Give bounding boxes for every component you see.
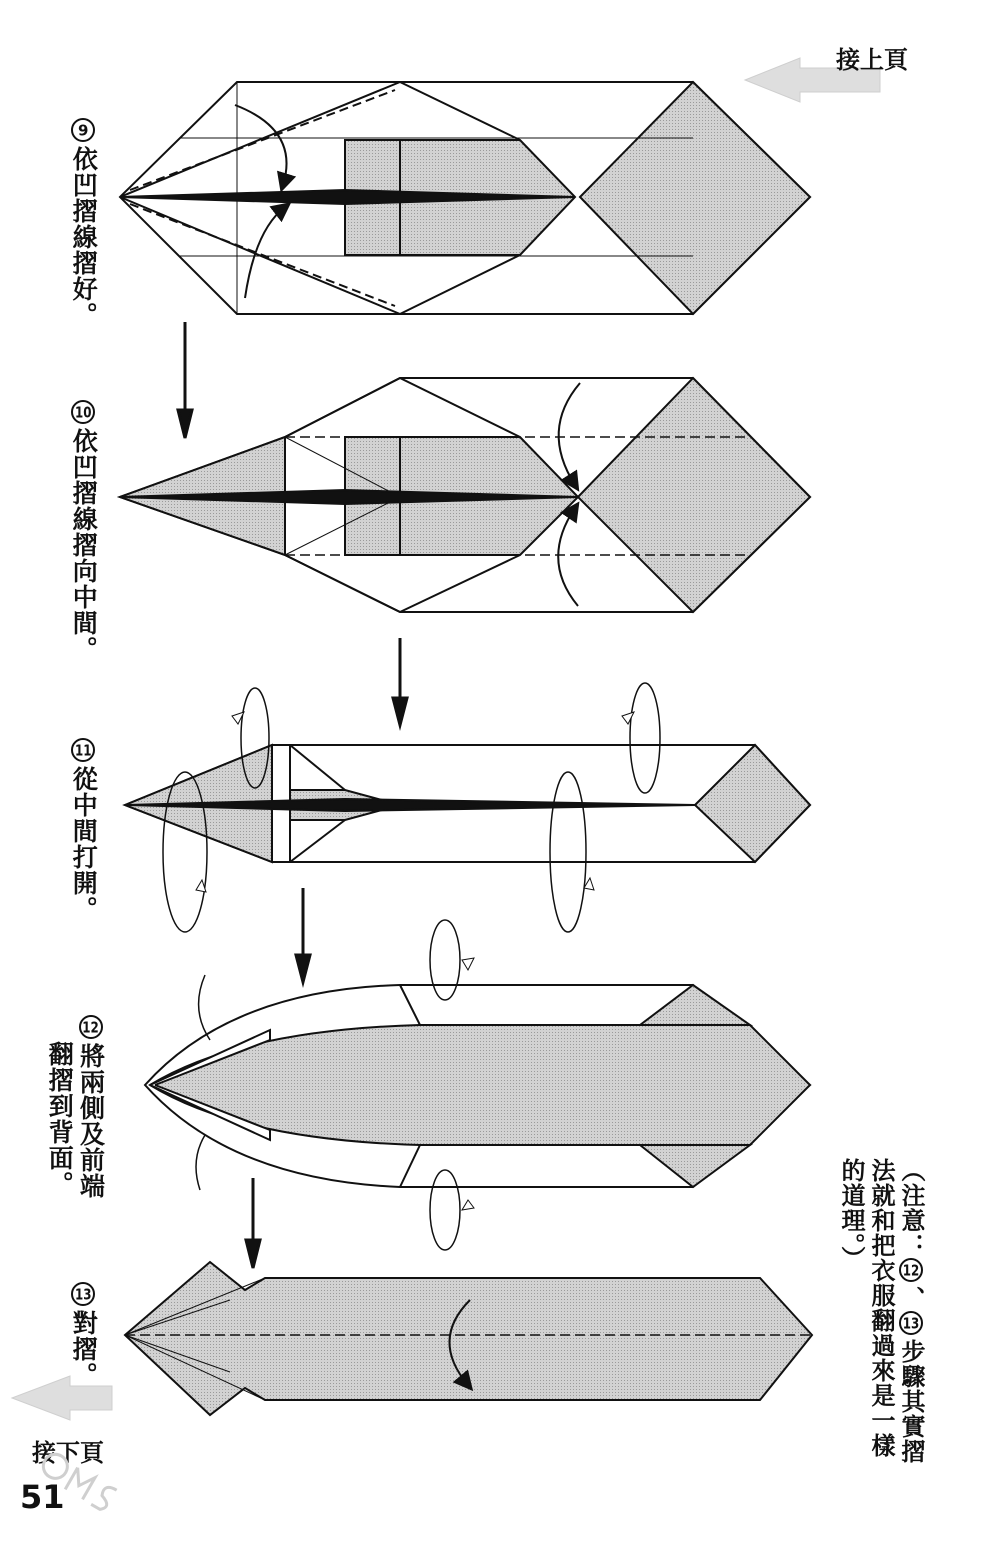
- note-open: （注意：: [897, 1158, 925, 1258]
- step-9-caption: [68, 118, 99, 328]
- watermark-logo: [20, 1440, 150, 1550]
- flow-arrow-9-10: [178, 322, 192, 438]
- prev-page-label: 接上頁: [836, 46, 908, 74]
- flow-arrow-11-12: [296, 888, 310, 982]
- step-13-text: 對摺。: [69, 1310, 99, 1388]
- step-12-text-line2: 翻摺到背面。: [45, 1041, 75, 1197]
- step-12-text-line1: 將兩側及前端: [76, 1043, 106, 1199]
- note-line1-rest: 步驟其實摺: [897, 1339, 925, 1464]
- step-10-number: 10: [71, 400, 95, 424]
- step-9-diagram: [120, 82, 810, 314]
- step-12-diagram: [145, 920, 810, 1250]
- step-11-diagram: [125, 683, 810, 932]
- step-10-caption: [68, 400, 99, 662]
- step-10-text: 依凹摺線摺向中間。: [69, 428, 99, 662]
- note-num-b: 13: [899, 1311, 923, 1335]
- step-11-text: 從中間打開。: [69, 766, 99, 922]
- step-9-number: 9: [71, 118, 95, 142]
- step-12-caption: [44, 1015, 107, 1199]
- step-13-caption: [68, 1282, 99, 1388]
- step-11-caption: [68, 738, 99, 922]
- note-line3: 的道理。）: [837, 1158, 865, 1271]
- step-11-number: 11: [71, 738, 95, 762]
- next-page-label: 接下頁: [32, 1439, 104, 1467]
- step-13-diagram: [125, 1262, 812, 1415]
- page-number: 51: [20, 1478, 65, 1516]
- step-13-number: 13: [71, 1282, 95, 1306]
- flow-arrow-12-13: [246, 1178, 260, 1268]
- note-line2: 法就和把衣服翻過來是一樣: [867, 1158, 895, 1458]
- step-9-text: 依凹摺線摺好。: [69, 146, 99, 328]
- step-12-number: 12: [79, 1015, 103, 1039]
- flow-arrow-10-11: [393, 638, 407, 725]
- note-num-a: 12: [899, 1258, 923, 1282]
- step-10-diagram: [120, 378, 810, 612]
- note-sep: 、: [897, 1286, 925, 1311]
- note-block: [836, 1158, 926, 1464]
